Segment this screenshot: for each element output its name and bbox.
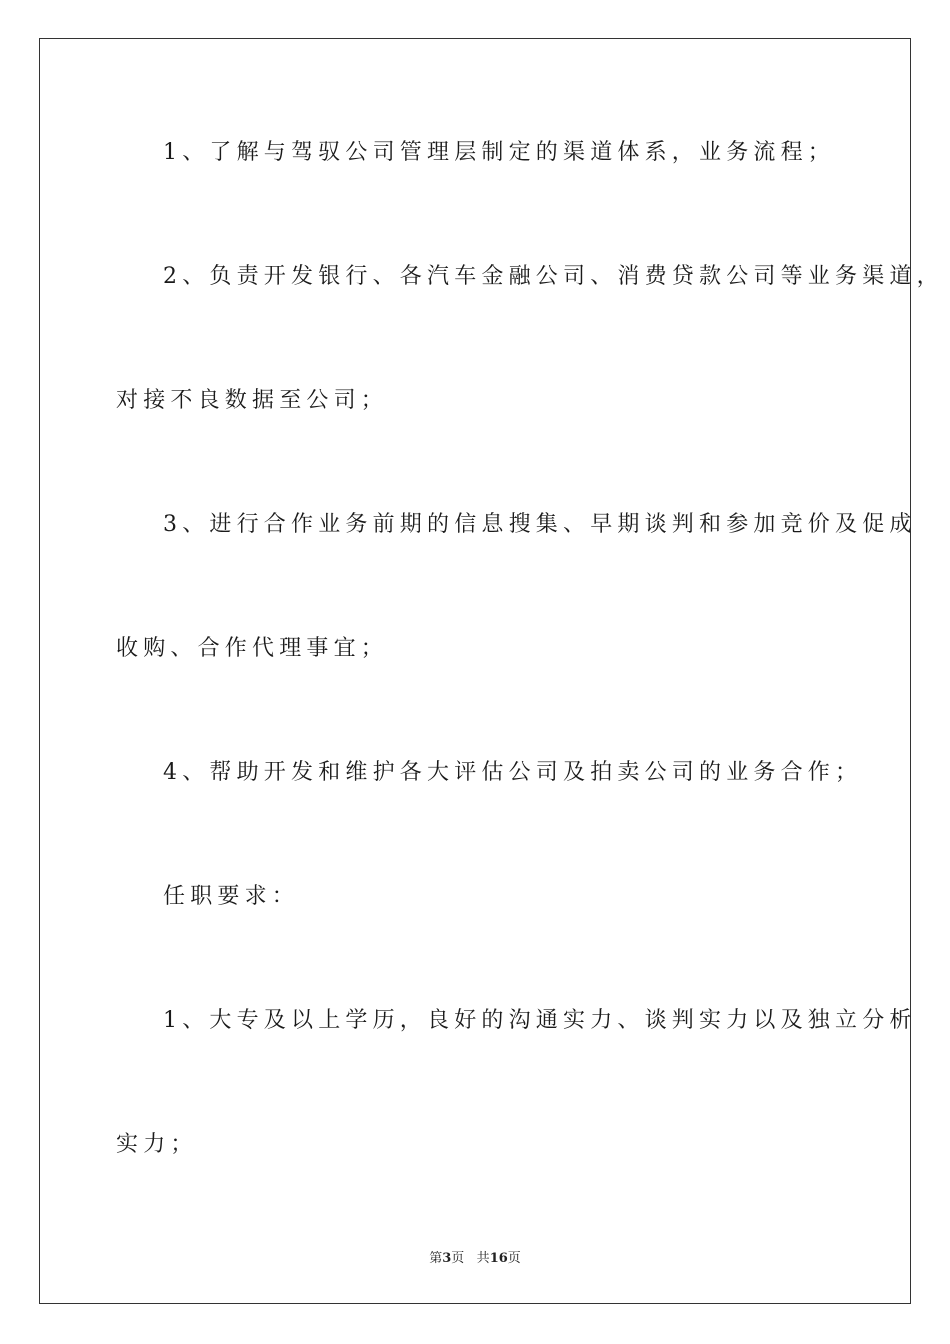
paragraph-line: 1、了解与驾驭公司管理层制定的渠道体系，业务流程； xyxy=(163,140,835,165)
total-pages: 16 xyxy=(489,1251,508,1266)
paragraph-line: 1、大专及以上学历，良好的沟通实力、谈判实力以及独立分析 xyxy=(163,1008,917,1033)
page-border xyxy=(39,38,911,1304)
page-footer xyxy=(0,1247,950,1266)
paragraph-line: 4、帮助开发和维护各大评估公司及拍卖公司的业务合作； xyxy=(163,760,863,785)
page-suffix: 页 xyxy=(451,1251,465,1266)
paragraph-line: 收购、合作代理事宜； xyxy=(116,636,389,661)
total-prefix: 共 xyxy=(476,1251,490,1266)
paragraph-line: 实力； xyxy=(116,1132,198,1157)
page-prefix: 第 xyxy=(429,1251,443,1266)
paragraph-line: 2、负责开发银行、各汽车金融公司、消费贷款公司等业务渠道， xyxy=(163,264,944,289)
paragraph-line: 对接不良数据至公司； xyxy=(116,388,389,413)
paragraph-line: 3、进行合作业务前期的信息搜集、早期谈判和参加竞价及促成 xyxy=(163,512,917,537)
total-suffix: 页 xyxy=(507,1251,521,1266)
page-number: 3 xyxy=(442,1251,452,1266)
section-heading: 任职要求： xyxy=(163,884,300,909)
